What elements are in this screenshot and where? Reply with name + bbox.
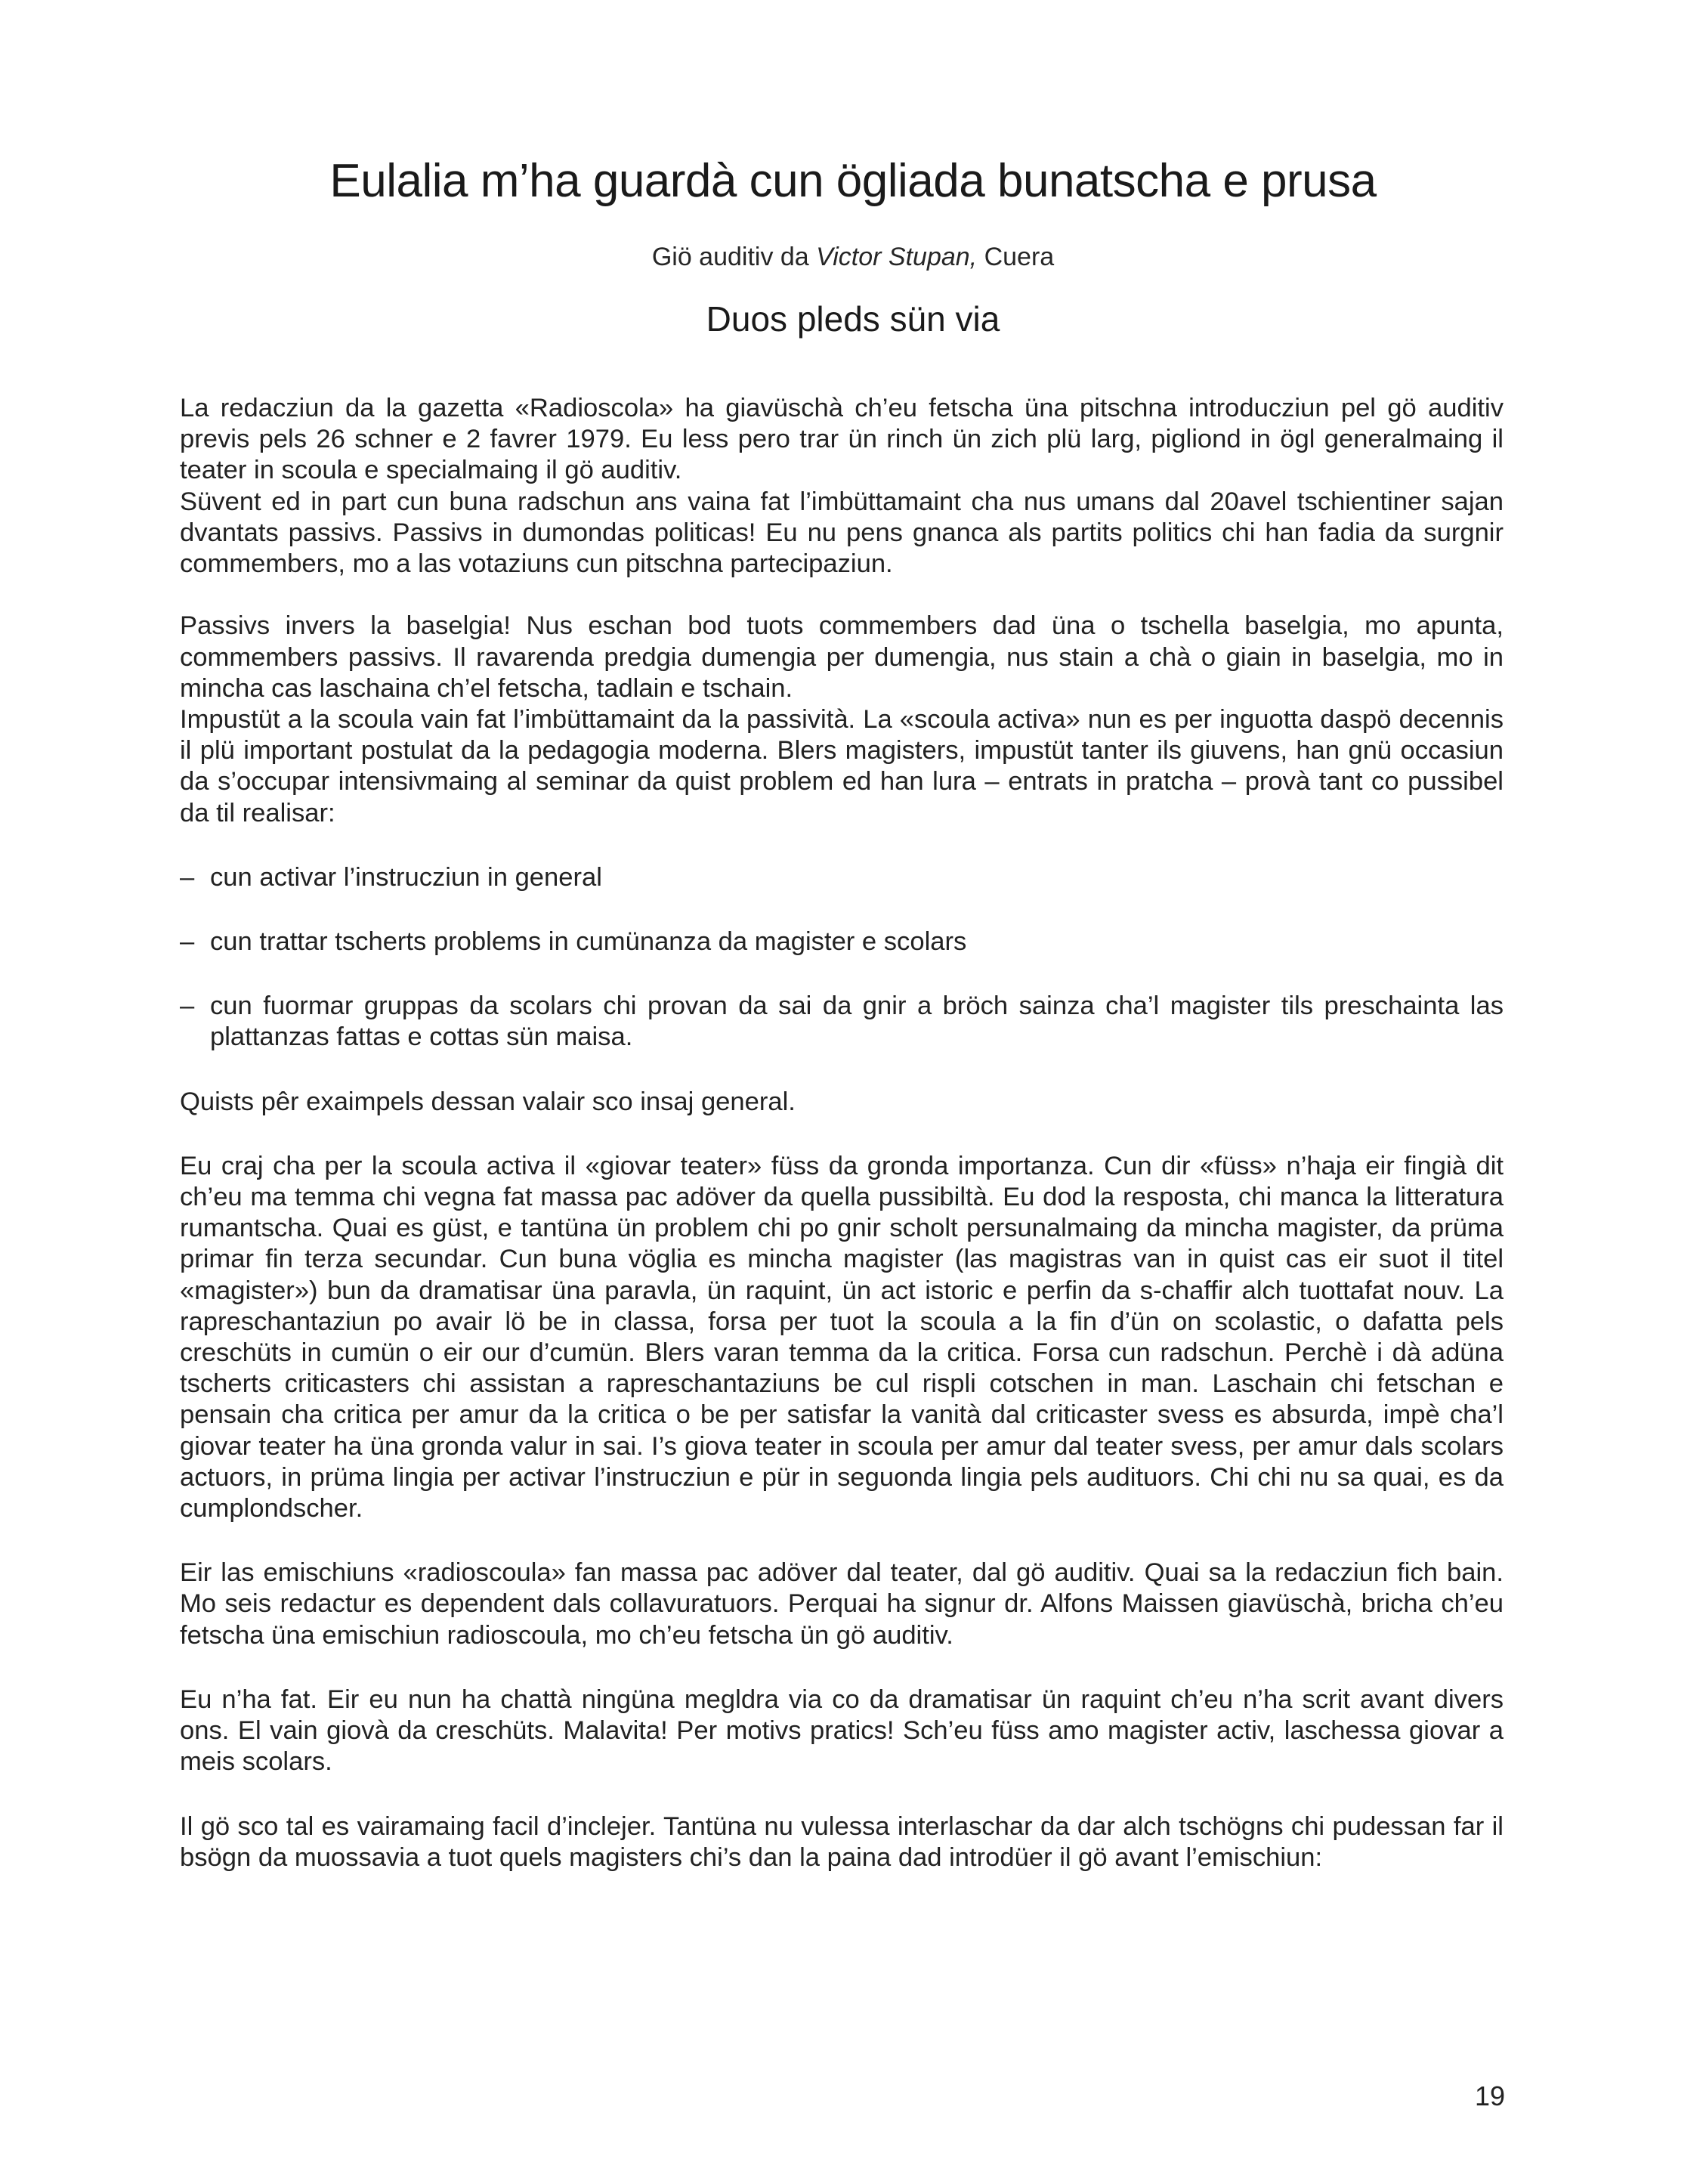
byline xyxy=(0,240,1706,274)
paragraph-5: Quists pêr exaimpels dessan valair sco insaj general. xyxy=(180,1087,796,1116)
paragraph-3: Passivs invers la baselgia! Nus eschan bod tuots commembers dad üna o tschella baselgia, mo apunta, commembers passivs. Il ravarenda predgia dumengia per dumengia, nus stain a chà o giain in baselgia, mo in mincha cas laschaina ch’el fetscha, tadlain e tschain. xyxy=(180,611,1504,703)
list-item-text: cun activar l’instrucziun in general xyxy=(210,862,602,892)
dash-bullet: – xyxy=(180,927,195,957)
page-number: 19 xyxy=(1474,2080,1505,2111)
paragraph-2: Süvent ed in part cun buna radschun ans vaina fat l’imbüttamaint cha nus umans dal 20avel tschientiner sajan dvantats passivs. Passivs in dumondas politicas! Eu nu pens gnanca als partits politics chi han fadia da surgnir commembers, mo a las votaziuns cun pitschna partecipaziun. xyxy=(180,487,1504,579)
section-subtitle: Duos pleds sün via xyxy=(706,299,1000,339)
article-body xyxy=(180,393,1504,1873)
list-item xyxy=(180,862,1504,893)
paragraph-4: Impustüt a la scoula vain fat l’imbüttamaint da la passività. La «scoula activa» nun es per inguotta daspö decennis il plü important postulat da la pedagogia moderna. Blers magisters, impustüt tanter ils giuvens, han gnü occasiun da s’occupar intensivmaing al seminar da quist problem ed han lura – entrats in pratcha – provà tant co pussibel da til realisar: xyxy=(180,705,1504,828)
byline-prefix: Giö auditiv da xyxy=(651,243,817,271)
dash-bullet: – xyxy=(180,862,195,892)
paragraph-1: La redacziun da la gazetta «Radioscola» ha giavüschà ch’eu fetscha üna pitschna introducziun pel gö auditiv previs pels 26 schner e 2 favrer 1979. Eu less pero trar ün rinch ün zich plü larg, pigliond in ögl generalmaing il teater in scoula e specialmaing il gö auditiv. xyxy=(180,394,1504,485)
dash-bullet: – xyxy=(180,991,195,1021)
list-item xyxy=(180,926,1504,957)
paragraph-9: Il gö sco tal es vairamaing facil d’inclejer. Tantüna nu vulessa interlaschar da dar alch tschögns chi pudessan far il bsögn da muossavia a tuot quels magisters chi’s dan la paina dad introdüer il gö avant l’emischiun: xyxy=(180,1811,1504,1872)
paragraph-8: Eu n’ha fat. Eir eu nun ha chattà ningüna megldra via co da dramatisar ün raquint ch’eu n’ha scrit avant divers ons. El vain giovà da creschüts. Malavita! Per motivs pratics! Sch’eu füss amo magister activ, laschessa giovar a meis scolars. xyxy=(180,1684,1504,1777)
paragraph-6: Eu craj cha per la scoula activa il «giovar teater» füss da gronda importanza. Cun dir «füss» n’haja eir fingià dit ch’eu ma temma chi vegna fat massa pac adöver da quella pussibiltà. Eu dod la resposta, chi manca la litteratura rumantscha. Quai es güst, e tantüna ün problem chi po gnir scholt persunalmaing da mincha magister, da prüma primar fin terza secundar. Cun buna vöglia es mincha magister (las magistras van in quist cas eir suot il titel «magister») bun da dramatisar üna paravla, ün raquint, ün act istoric e perfin da s-chaffir alch tuottafat nouv. La rapreschantaziun po avair lö be in classa, forsa per tuot la scoula a la fin d’ün on scolastic, o dafatta pels creschüts in cumün o eir our d’cumün. Blers varan temma da la critica. Forsa cun radschun. Perchè i dà adüna tscherts criticasters chi assistan a rapreschantaziuns be cul rispli cotschen in man. Laschain chi fetschan e pensain cha critica per amur da la critica o be per satisfar la vanità dal criticaster svess es absurda, impè cha’l giovar teater ha üna gronda valur in sai. I’s giova teater in scoula per amur dal teater svess, per amur dals scolars actuors, in prüma lingia per activar l’instrucziun e pür in seguonda lingia pels audituors. Chi chi nu sa quai, es da cumplondscher. xyxy=(180,1151,1504,1524)
byline-place: Cuera xyxy=(977,243,1055,271)
page-title: Eulalia m’ha guardà cun ögliada bunatscha e prusa xyxy=(329,155,1377,207)
list-item-text: cun trattar tscherts problems in cumünanza da magister e scolars xyxy=(210,927,967,957)
paragraph-7: Eir las emischiuns «radioscoula» fan massa pac adöver dal teater, dal gö auditiv. Quai sa la redacziun fich bain. Mo seis redactur es dependent dals collavuratuors. Perquai ha signur dr. Alfons Maissen giavüschà, bricha ch’eu fetscha üna emischiun radioscoula, mo ch’eu fetscha ün gö auditiv. xyxy=(180,1558,1504,1650)
list-item-text: cun fuormar gruppas da scolars chi provan da sai da gnir a bröch sainza cha’l magister tils preschainta las plattanzas fattas e cottas sün maisa. xyxy=(210,991,1504,1052)
byline-author: Victor Stupan, xyxy=(816,243,978,271)
list-item xyxy=(180,991,1504,1053)
